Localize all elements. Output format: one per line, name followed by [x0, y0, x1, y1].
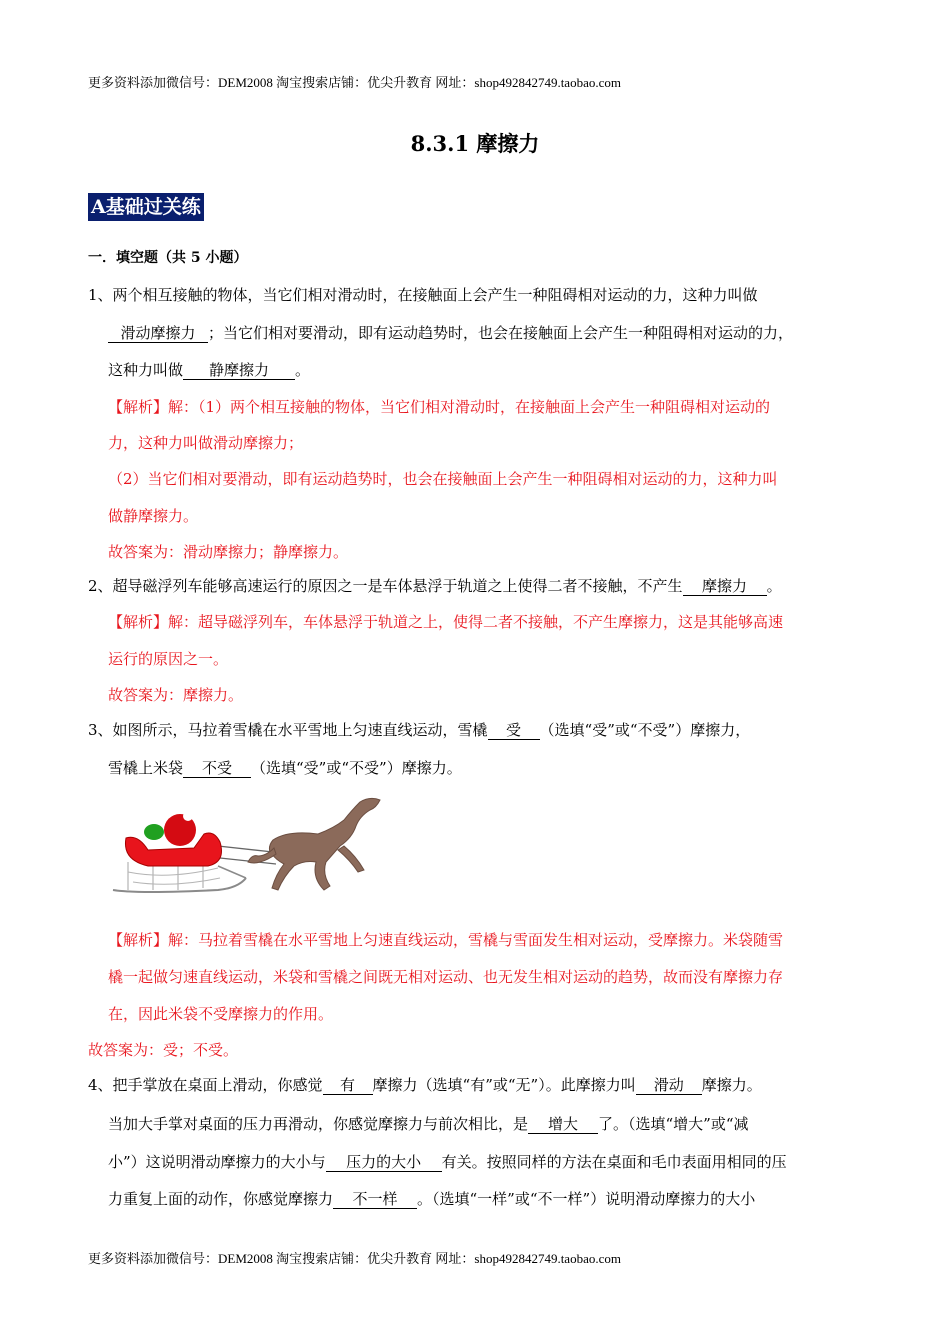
q2-explain1: 【解析】解：超导磁浮列车，车体悬浮于轨道之上，使得二者不接触，不产生摩擦力，这是其能够高速: [108, 613, 784, 631]
q2-answer1: 摩擦力: [683, 577, 767, 596]
q3-line2: 雪橇上米袋 不受 （选填“受”或“不受”）摩擦力。: [108, 759, 462, 777]
q4-answer3: 增大: [528, 1115, 598, 1134]
q1-line2: 滑动摩擦力 ；当它们相对要滑动，即有运动趋势时，也会在接触面上会产生一种阻碍相对运动的力，: [108, 323, 793, 343]
q4-line3: 小”）这说明滑动摩擦力的大小与 压力的大小 有关。按照同样的方法在桌面和毛巾表面用相同的压: [108, 1153, 787, 1171]
q4-line2: 当加大手掌对桌面的压力再滑动，你感觉摩擦力与前次相比，是 增大 了。（选填“增大”或“减: [108, 1115, 749, 1133]
horse-sleigh-illustration: [108, 790, 390, 898]
q4-answer2: 滑动: [636, 1076, 702, 1095]
q3-explain3: 在，因此米袋不受摩擦力的作用。: [108, 1005, 334, 1023]
q1-line3: 这种力叫做 静摩擦力 。: [108, 361, 311, 379]
section-label: A基础过关练: [88, 193, 204, 221]
q4-answer1: 有: [323, 1076, 373, 1095]
q3-line1: 3、如图所示，马拉着雪橇在水平雪地上匀速直线运动，雪橇 受 （选填“受”或“不受”）摩擦力，: [88, 721, 751, 739]
q3-answer2: 不受: [183, 759, 251, 778]
page-header: 更多资料添加微信号：DEM2008 淘宝搜索店铺：优尖升教育 网址：shop492842749.taobao.com: [88, 75, 621, 90]
q2-explain3: 故答案为：摩擦力。: [108, 686, 244, 704]
q1-answer1: 滑动摩擦力: [108, 324, 208, 343]
q3-explain1: 【解析】解：马拉着雪橇在水平雪地上匀速直线运动，雪橇与雪面发生相对运动，受摩擦力。米袋随雪: [108, 931, 784, 949]
q1-explain4: 做静摩擦力。: [108, 507, 199, 525]
page-title: 8.3.1 摩擦力: [410, 131, 540, 156]
page-footer: 更多资料添加微信号：DEM2008 淘宝搜索店铺：优尖升教育 网址：shop492842749.taobao.com: [88, 1251, 621, 1266]
q4-answer5: 不一样: [333, 1190, 417, 1209]
q3-explain4: 故答案为：受；不受。: [88, 1041, 239, 1059]
q2-explain2: 运行的原因之一。: [108, 650, 229, 668]
q1-explain3: （2）当它们相对要滑动，即有运动趋势时，也会在接触面上会产生一种阻碍相对运动的力，这种力叫: [108, 470, 778, 488]
q4-line4: 力重复上面的动作，你感觉摩擦力 不一样 。（选填“一样”或“不一样”）说明滑动摩擦力的大小: [108, 1190, 756, 1208]
q1-line1: 1、两个相互接触的物体，当它们相对滑动时，在接触面上会产生一种阻碍相对运动的力，这种力叫做: [88, 286, 758, 304]
q3-answer1: 受: [488, 721, 540, 740]
q1-explain1: 【解析】解：（1）两个相互接触的物体，当它们相对滑动时，在接触面上会产生一种阻碍相对运动的: [108, 398, 771, 416]
q1-explain5: 故答案为：滑动摩擦力；静摩擦力。: [108, 543, 349, 561]
q4-line1: 4、把手掌放在桌面上滑动，你感觉 有 摩擦力（选填“有”或“无”）。此摩擦力叫 滑动 摩擦力。: [88, 1076, 762, 1094]
q4-answer4: 压力的大小: [326, 1153, 442, 1172]
q1-explain2: 力，这种力叫做滑动摩擦力；: [108, 434, 304, 452]
subsection-heading: 一．填空题（共 5 小题）: [88, 250, 248, 266]
q2-line1: 2、超导磁浮列车能够高速运行的原因之一是车体悬浮于轨道之上使得二者不接触，不产生 摩擦力 。: [88, 577, 782, 595]
q1-answer2: 静摩擦力: [183, 361, 295, 380]
q3-explain2: 橇一起做匀速直线运动，米袋和雪橇之间既无相对运动、也无发生相对运动的趋势，故而没有摩擦力存: [108, 968, 784, 986]
